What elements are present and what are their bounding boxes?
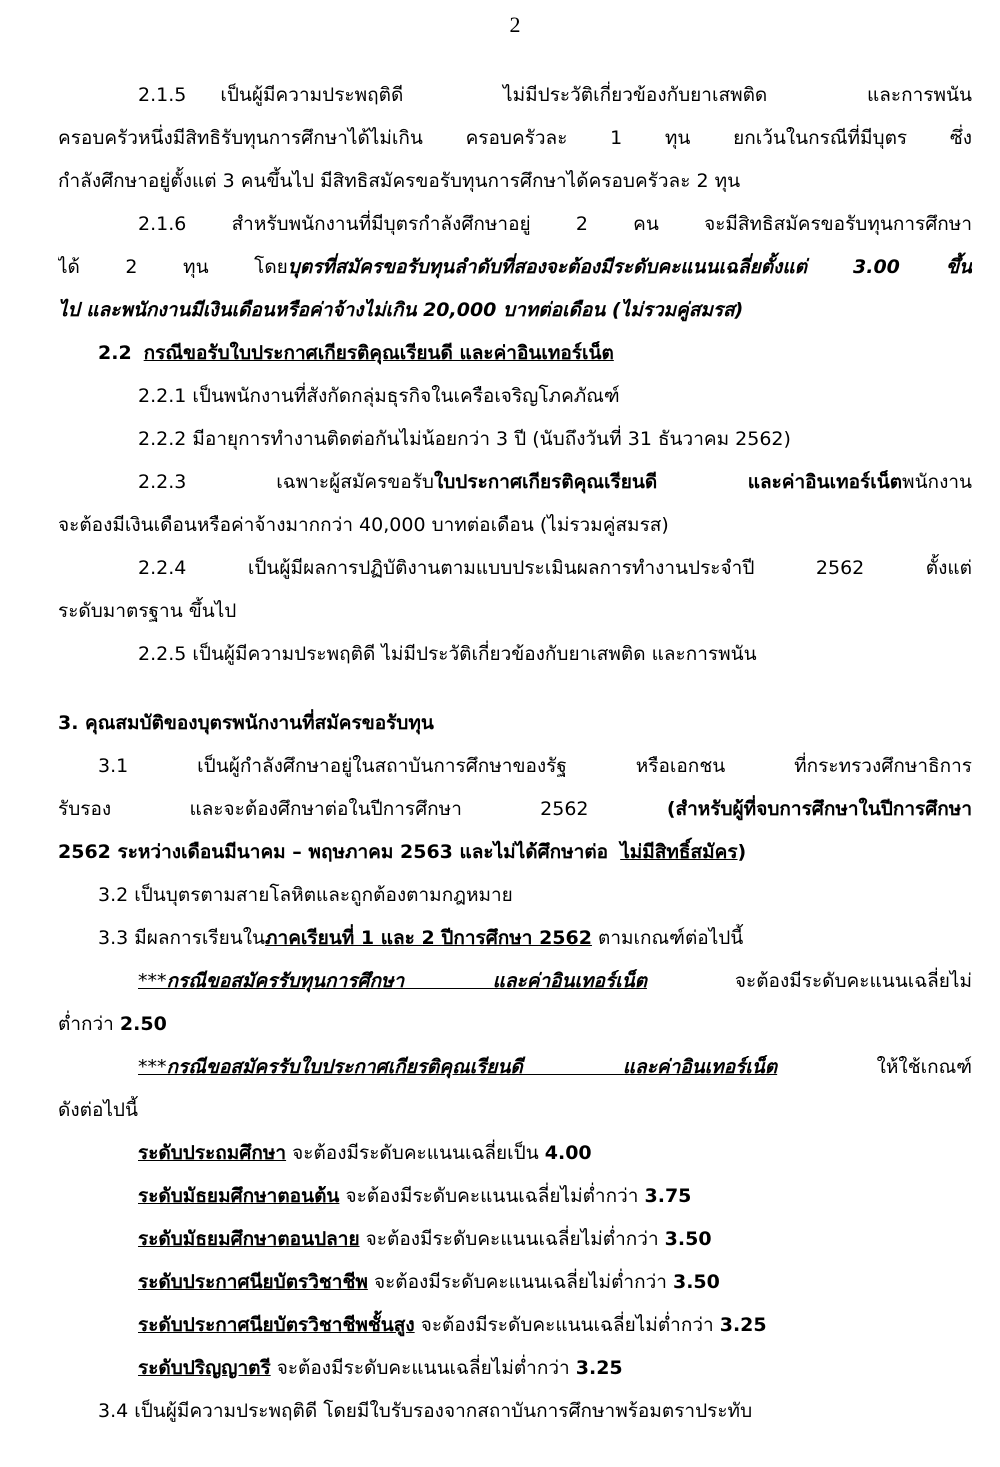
s22-number: 2.2 bbox=[98, 342, 132, 364]
s216-line-1: 2.1.6 สำหรับพนักงานที่มีบุตรกำลังศึกษาอยู่ 2 คน จะมีสิทธิสมัครขอรับทุนการศึกษา bbox=[138, 213, 972, 235]
note2-text: ให้ใช้เกณฑ์ bbox=[876, 1056, 972, 1078]
criteria-text: จะต้องมีระดับคะแนนเฉลี่ยไม่ต่ำกว่า bbox=[345, 1185, 639, 1207]
s31-bold-c: (สำหรับผู้ที่จบการศึกษาในปีการศึกษา bbox=[666, 798, 972, 820]
s216-text-2a: ได้ 2 ทุน โดย bbox=[58, 256, 288, 278]
criteria-row bbox=[58, 1218, 972, 1261]
criteria-level: ระดับประถมศึกษา bbox=[138, 1142, 287, 1164]
s3-heading bbox=[58, 702, 972, 745]
criteria-text: จะต้องมีระดับคะแนนเฉลี่ยไม่ต่ำกว่า bbox=[365, 1228, 659, 1250]
criteria-score: 3.25 bbox=[575, 1357, 623, 1379]
criteria-text: จะต้องมีระดับคะแนนเฉลี่ยไม่ต่ำกว่า bbox=[420, 1314, 714, 1336]
note1-text-2: ต่ำกว่า bbox=[58, 1013, 114, 1035]
s216-emphasis-2b: บุตรที่สมัครขอรับทุนลำดับที่สองจะต้องมีระดับคะแนนเฉลี่ยตั้งแต่ 3.00 ขึ้น bbox=[287, 256, 972, 278]
s223-line-1 bbox=[58, 461, 972, 504]
criteria-text: จะต้องมีระดับคะแนนเฉลี่ยไม่ต่ำกว่า bbox=[373, 1271, 667, 1293]
note2-stars: *** bbox=[138, 1056, 167, 1078]
s33-text-c: ตามเกณฑ์ต่อไปนี้ bbox=[598, 927, 744, 949]
s216-line-3 bbox=[58, 289, 972, 332]
s33-term: ภาคเรียนที่ 1 และ 2 ปีการศึกษา 2562 bbox=[265, 927, 592, 949]
s31-close-paren: ) bbox=[737, 841, 747, 863]
criteria-row bbox=[58, 1261, 972, 1304]
s221-line: 2.2.1 เป็นพนักงานที่สังกัดกลุ่มธุรกิจในเครือเจริญโภคภัณฑ์ bbox=[138, 385, 620, 407]
s224-line-1: 2.2.4 เป็นผู้มีผลการปฏิบัติงานตามแบบประเมินผลการทำงานประจำปี 2562 ตั้งแต่ bbox=[138, 557, 972, 579]
note1-stars: *** bbox=[138, 970, 167, 992]
s223-line-2: จะต้องมีเงินเดือนหรือค่าจ้างมากกว่า 40,000 บาทต่อเดือน (ไม่รวมคู่สมรส) bbox=[58, 514, 669, 536]
criteria-level: ระดับมัธยมศึกษาตอนปลาย bbox=[138, 1228, 360, 1250]
s31-text-b: รับรอง และจะต้องศึกษาต่อในปีการศึกษา 2562 bbox=[58, 798, 589, 820]
criteria-score: 3.50 bbox=[664, 1228, 712, 1250]
note1-score: 2.50 bbox=[119, 1013, 167, 1035]
s216-emphasis-3: ไป และพนักงานมีเงินเดือนหรือค่าจ้างไม่เกิน 20,000 บาทต่อเดือน (ไม่รวมคู่สมรส) bbox=[58, 299, 744, 321]
s215-number: 2.1.5 bbox=[138, 84, 187, 106]
s223-emphasis: ใบประกาศเกียรติคุณเรียนดี และค่าอินเทอร์เน็ต bbox=[433, 471, 903, 493]
note2-line-1 bbox=[58, 1046, 972, 1089]
criteria-score: 4.00 bbox=[544, 1142, 592, 1164]
s33-line bbox=[58, 917, 972, 960]
s215-line-3: กำลังศึกษาอยู่ตั้งแต่ 3 คนขึ้นไป มีสิทธิสมัครขอรับทุนการศึกษาได้ครอบครัวละ 2 ทุน bbox=[58, 170, 741, 192]
s31-line-1: 3.1 เป็นผู้กำลังศึกษาอยู่ในสถาบันการศึกษาของรัฐ หรือเอกชน ที่กระทรวงศึกษาธิการ bbox=[98, 755, 972, 777]
criteria-score: 3.75 bbox=[644, 1185, 692, 1207]
criteria-score: 3.25 bbox=[719, 1314, 767, 1336]
section-gap bbox=[58, 676, 972, 702]
criteria-row bbox=[58, 1132, 972, 1175]
s223-text-c: พนักงาน bbox=[902, 471, 972, 493]
criteria-row bbox=[58, 1304, 972, 1347]
criteria-text: จะต้องมีระดับคะแนนเฉลี่ยเป็น bbox=[292, 1142, 539, 1164]
note1-text: จะต้องมีระดับคะแนนเฉลี่ยไม่ bbox=[734, 970, 972, 992]
criteria-level: ระดับปริญญาตรี bbox=[138, 1357, 271, 1379]
s215-text-1: เป็นผู้มีความประพฤติดี ไม่มีประวัติเกี่ยวข้องกับยาเสพติด และการพนัน bbox=[220, 84, 972, 106]
criteria-level: ระดับประกาศนียบัตรวิชาชีพชั้นสูง bbox=[138, 1314, 415, 1336]
s22-heading bbox=[58, 332, 972, 375]
page-number: 2 bbox=[509, 12, 521, 37]
criteria-level: ระดับประกาศนียบัตรวิชาชีพ bbox=[138, 1271, 368, 1293]
s216-line-2 bbox=[58, 246, 972, 289]
s22-title: กรณีขอรับใบประกาศเกียรติคุณเรียนดี และค่าอินเทอร์เน็ต bbox=[143, 342, 614, 364]
note2-title: กรณีขอสมัครรับใบประกาศเกียรติคุณเรียนดี และค่าอินเทอร์เน็ต bbox=[166, 1056, 778, 1078]
note1-line-1 bbox=[58, 960, 972, 1003]
s31-bold-d: 2562 ระหว่างเดือนมีนาคม – พฤษภาคม 2563 และไม่ได้ศึกษาต่อ bbox=[58, 841, 609, 863]
s31-line-3 bbox=[58, 831, 972, 874]
s222-line: 2.2.2 มีอายุการทำงานติดต่อกันไม่น้อยกว่า 3 ปี (นับถึงวันที่ 31 ธันวาคม 2562) bbox=[138, 428, 791, 450]
s3-heading-text: 3. คุณสมบัติของบุตรพนักงานที่สมัครขอรับทุน bbox=[58, 712, 434, 734]
criteria-level: ระดับมัธยมศึกษาตอนต้น bbox=[138, 1185, 340, 1207]
note2-line-2: ดังต่อไปนี้ bbox=[58, 1099, 138, 1121]
s31-no-right: ไม่มีสิทธิ์สมัคร bbox=[620, 841, 738, 863]
criteria-row bbox=[58, 1175, 972, 1218]
note1-title: กรณีขอสมัครรับทุนการศึกษา และค่าอินเทอร์เน็ต bbox=[166, 970, 647, 992]
note1-line-2 bbox=[58, 1003, 972, 1046]
s31-line-2 bbox=[58, 788, 972, 831]
s224-line-2: ระดับมาตรฐาน ขึ้นไป bbox=[58, 600, 237, 622]
s225-line: 2.2.5 เป็นผู้มีความประพฤติดี ไม่มีประวัติเกี่ยวข้องกับยาเสพติด และการพนัน bbox=[138, 643, 757, 665]
criteria-score: 3.50 bbox=[672, 1271, 720, 1293]
criteria-row bbox=[58, 1347, 972, 1390]
s34-line: 3.4 เป็นผู้มีความประพฤติดี โดยมีใบรับรองจากสถาบันการศึกษาพร้อมตราประทับ bbox=[98, 1400, 753, 1422]
s215-line-2: ครอบครัวหนึ่งมีสิทธิรับทุนการศึกษาได้ไม่เกิน ครอบครัวละ 1 ทุน ยกเว้นในกรณีที่มีบุตร ซึ่ง bbox=[58, 127, 972, 149]
s215-line-1 bbox=[58, 74, 972, 117]
criteria-text: จะต้องมีระดับคะแนนเฉลี่ยไม่ต่ำกว่า bbox=[276, 1357, 570, 1379]
s33-text-a: 3.3 มีผลการเรียนใน bbox=[98, 927, 266, 949]
s32-line: 3.2 เป็นบุตรตามสายโลหิตและถูกต้องตามกฎหมาย bbox=[98, 884, 513, 906]
s223-text-a: 2.2.3 เฉพาะผู้สมัครขอรับ bbox=[138, 471, 434, 493]
